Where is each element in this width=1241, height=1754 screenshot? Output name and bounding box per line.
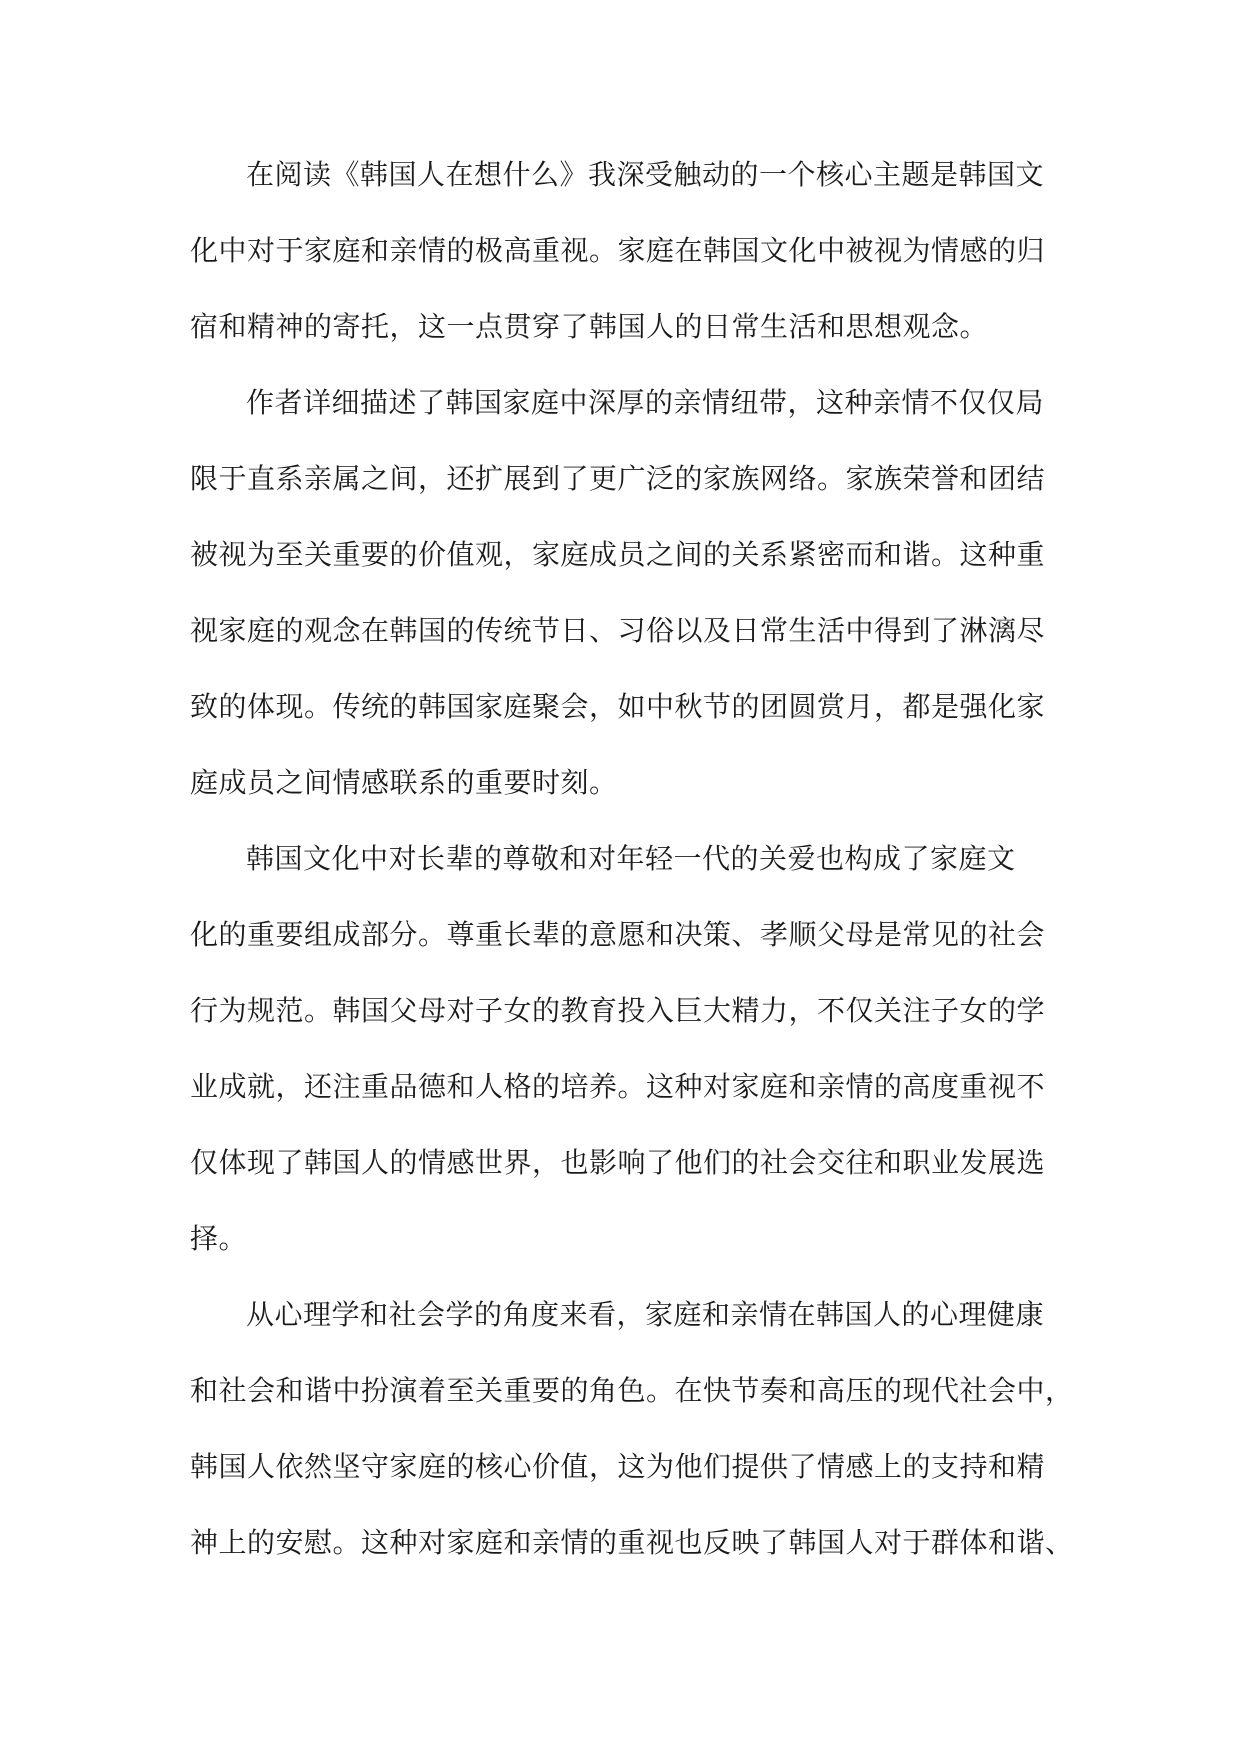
paragraph-1: [190, 146, 1070, 374]
paragraph-2: [190, 374, 1070, 830]
text-line: 宿和精神的寄托，这一点贯穿了韩国人的日常生活和思想观念。: [190, 310, 989, 343]
text-line: 仅体现了韩国人的情感世界，也影响了他们的社会交往和职业发展选: [190, 1146, 1046, 1179]
text-line: 限于直系亲属之间，还扩展到了更广泛的家族网络。家族荣誉和团结: [190, 462, 1046, 495]
text-line: 神上的安慰。这种对家庭和亲情的重视也反映了韩国人对于群体和谐、: [190, 1526, 1074, 1559]
paragraph-4: [190, 1286, 1074, 1590]
document-body: [190, 146, 1074, 1590]
text-line: 行为规范。韩国父母对子女的教育投入巨大精力，不仅关注子女的学: [190, 994, 1046, 1027]
paragraph-3: [190, 830, 1070, 1286]
text-line: 从心理学和社会学的角度来看，家庭和亲情在韩国人的心理健康: [246, 1298, 1045, 1331]
text-line: 化的重要组成部分。尊重长辈的意愿和决策、孝顺父母是常见的社会: [190, 918, 1046, 951]
text-line: 和社会和谐中扮演着至关重要的角色。在快节奏和高压的现代社会中，: [190, 1374, 1074, 1407]
text-line: 韩国人依然坚守家庭的核心价值，这为他们提供了情感上的支持和精: [190, 1450, 1046, 1483]
text-line: 业成就，还注重品德和人格的培养。这种对家庭和亲情的高度重视不: [190, 1070, 1046, 1103]
text-line: 致的体现。传统的韩国家庭聚会，如中秋节的团圆赏月，都是强化家: [190, 690, 1046, 723]
text-line: 作者详细描述了韩国家庭中深厚的亲情纽带，这种亲情不仅仅局: [246, 386, 1045, 419]
text-line: 视家庭的观念在韩国的传统节日、习俗以及日常生活中得到了淋漓尽: [190, 614, 1046, 647]
text-line: 被视为至关重要的价值观，家庭成员之间的关系紧密而和谐。这种重: [190, 538, 1046, 571]
text-line: 在阅读《韩国人在想什么》我深受触动的一个核心主题是韩国文: [246, 158, 1045, 191]
text-line: 韩国文化中对长辈的尊敬和对年轻一代的关爱也构成了家庭文: [246, 842, 1016, 875]
text-line: 择。: [190, 1222, 248, 1255]
text-line: 化中对于家庭和亲情的极高重视。家庭在韩国文化中被视为情感的归: [190, 234, 1046, 267]
text-line: 庭成员之间情感联系的重要时刻。: [190, 766, 618, 799]
